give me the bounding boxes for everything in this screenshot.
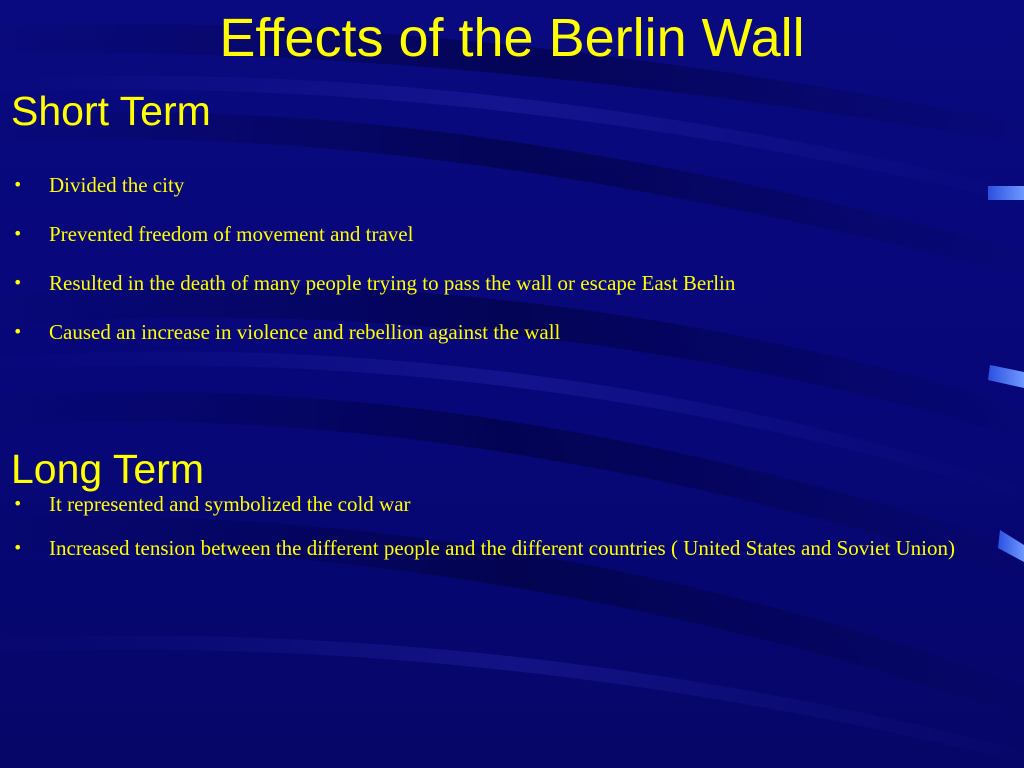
slide-title: Effects of the Berlin Wall [219, 8, 805, 68]
bullet-text: Increased tension between the different people and the different countries ( United States and Soviet Union) [49, 536, 956, 560]
short-term-bullet-item [0, 219, 1024, 268]
bullet-text: Resulted in the death of many people trying to pass the wall or escape East Berlin [49, 271, 736, 295]
long-term-bullet-item [0, 526, 1024, 570]
long-term-bullet-item [0, 482, 1024, 526]
short-term-bullet-list [0, 170, 1024, 366]
bullet-icon: • [13, 273, 23, 292]
short-term-bullet-item [0, 268, 1024, 317]
bullet-icon: • [13, 538, 23, 557]
bullet-text: Caused an increase in violence and rebellion against the wall [49, 320, 561, 344]
bullet-text: Prevented freedom of movement and travel [49, 222, 414, 246]
edge-tab-2 [988, 365, 1024, 388]
long-term-heading: Long Term [11, 446, 204, 492]
long-term-bullet-list [0, 482, 1024, 570]
bullet-icon: • [13, 224, 23, 243]
bullet-text: It represented and symbolized the cold war [49, 492, 411, 516]
bullet-icon: • [13, 175, 23, 194]
short-term-heading: Short Term [11, 88, 211, 134]
bullet-text: Divided the city [49, 173, 185, 197]
bullet-icon: • [13, 322, 23, 341]
short-term-bullet-item [0, 317, 1024, 366]
short-term-bullet-item [0, 170, 1024, 219]
bullet-icon: • [13, 494, 23, 513]
